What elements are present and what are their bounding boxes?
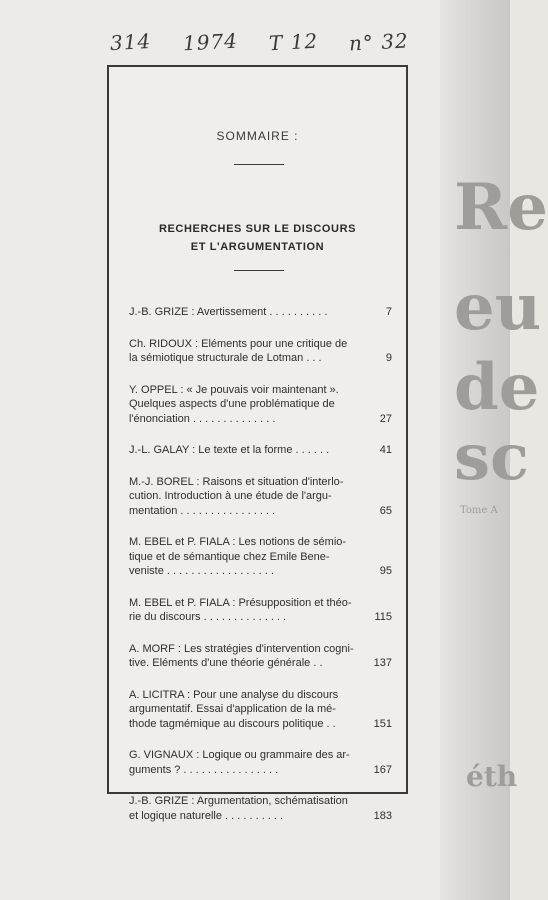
toc-entry-text: A. LICITRA : Pour une analyse du discours argumentatif. Essai d'application de la mé- thode tagmémique au discours politique . .	[129, 688, 339, 730]
toc-page-number: 167	[373, 763, 392, 776]
toc-entry-text: G. VIGNAUX : Logique ou grammaire des ar- guments ? . . . . . . . . . . . . . . . .	[129, 749, 350, 776]
handwritten-annotation	[110, 30, 470, 54]
toc-entry	[129, 443, 392, 458]
toc-entry	[129, 383, 392, 427]
cover-fragment-4: sc	[454, 420, 529, 495]
toc-entry	[129, 535, 392, 579]
toc-page-number: 95	[379, 565, 392, 577]
heading-line-1: RECHERCHES SUR LE DISCOURS	[158, 223, 357, 235]
toc-entry-text: M. EBEL et P. FIALA : Présupposition et théo- rie du discours . . . . . . . . . . . . . .	[129, 596, 352, 623]
toc-entry	[129, 794, 392, 823]
cover-fragment-1: Re	[454, 170, 548, 245]
toc-entry	[129, 596, 392, 625]
toc-entry-text: Y. OPPEL : « Je pouvais voir maintenant ». Quelques aspects d'une problématique de l'énonciation . . . . . . . . . . . . . .	[129, 383, 339, 425]
heading-line-2: ET L'ARGUMENTATION	[190, 241, 325, 253]
handwritten-note-4: n° 32	[348, 28, 410, 56]
toc-page-number: 41	[379, 444, 392, 456]
toc-page-number: 9	[385, 352, 392, 364]
toc-entry-text: J.-B. GRIZE : Avertissement . . . . . . . . . .	[129, 306, 328, 318]
cover-fragment-6: éth	[466, 760, 518, 793]
toc-page-number: 137	[373, 657, 392, 669]
toc-page-number: 7	[385, 306, 392, 318]
toc-entry	[129, 642, 392, 671]
toc-entry-text: J.-L. GALAY : Le texte et la forme . . . . . .	[129, 444, 330, 456]
toc-entry-text: M.-J. BOREL : Raisons et situation d'interlo- cution. Introduction à une étude de l'argu- mentation . . . . . . . . . . . . . . . .	[129, 475, 344, 517]
toc-entry	[129, 688, 392, 732]
divider-rule	[234, 164, 284, 165]
section-heading	[109, 220, 406, 256]
toc-page-number: 115	[374, 611, 392, 623]
adjacent-cover-edge	[440, 0, 548, 900]
handwritten-note-2: 1974	[181, 28, 239, 56]
cover-fragment-2: eu	[454, 270, 542, 345]
toc-page-number: 151	[373, 717, 392, 730]
toc-entry	[129, 475, 392, 519]
toc-list	[129, 305, 392, 823]
toc-entry	[129, 748, 392, 777]
divider-rule	[234, 270, 284, 271]
toc-entry-text: J.-B. GRIZE : Argumentation, schématisation et logique naturelle . . . . . . . . . .	[129, 795, 348, 822]
toc-page-number: 65	[379, 504, 392, 517]
toc-page-number: 27	[379, 412, 392, 425]
cover-fragment-3: de	[454, 350, 540, 425]
handwritten-note-1: 314	[109, 28, 152, 56]
toc-entry	[129, 305, 392, 320]
table-of-contents-box	[107, 65, 408, 822]
cover-fragment-5: Tome A	[460, 505, 498, 516]
toc-entry-text: M. EBEL et P. FIALA : Les notions de sémio- tique et de sémantique chez Emile Bene- veniste . . . . . . . . . . . . . . . . . .	[129, 536, 347, 577]
handwritten-note-3: T 12	[268, 28, 319, 56]
sommaire-title: SOMMAIRE :	[216, 129, 299, 143]
toc-entry	[129, 337, 392, 366]
toc-page-number: 183	[373, 809, 392, 822]
toc-entry-text: A. MORF : Les stratégies d'intervention cogni- tive. Eléments d'une théorie générale . .	[129, 642, 354, 669]
toc-entry-text: Ch. RIDOUX : Eléments pour une critique de la sémiotique structurale de Lotman . . .	[129, 337, 348, 364]
